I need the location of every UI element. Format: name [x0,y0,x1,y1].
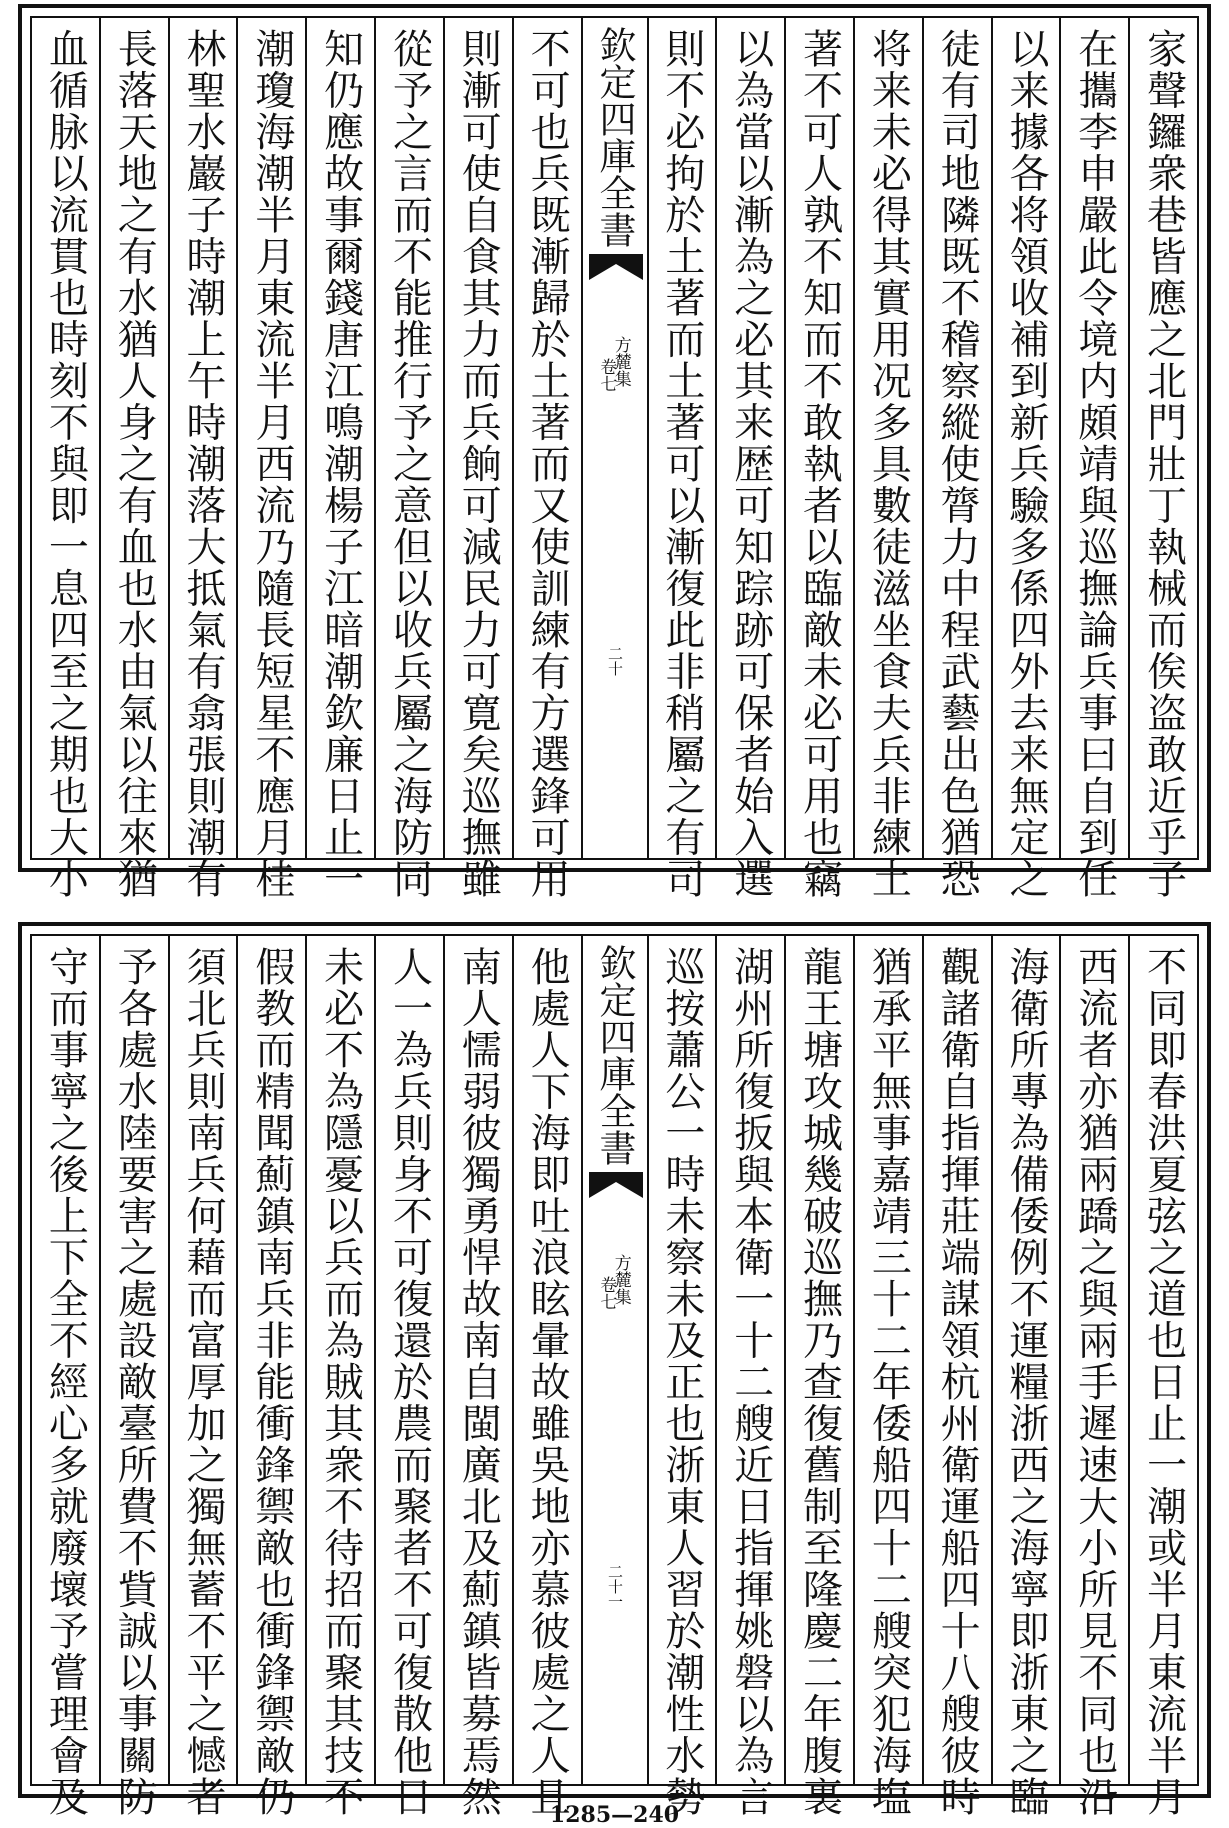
text-column [1128,936,1197,1818]
column-text: 潮瓊海潮半月東流半月西流乃隨長短星不應月桂 [248,28,295,900]
text-column [236,18,305,900]
folio-number: 二十一 [606,1564,624,1609]
column-text: 假教而精聞薊鎮南兵非能衝鋒禦敵也衝鋒禦敵仍 [248,946,295,1818]
text-column [374,18,443,900]
text-column [853,18,922,900]
column-text: 須北兵則南兵何藉而富厚加之獨無蓄不平之憾者 [180,946,227,1818]
center-fold-column [581,18,647,858]
fishtail-mark-icon [589,254,643,280]
text-column [1059,18,1128,900]
column-text: 從予之言而不能推行予之意但以收兵屬之海防同 [386,28,433,900]
text-column [991,936,1060,1818]
column-text: 不可也兵既漸歸於土著而又使訓練有方選鋒可用 [524,28,571,900]
text-column [443,18,512,900]
center-fold-column [581,936,647,1784]
book-title: 方麓集 [610,1254,631,1305]
book-title: 方麓集 [610,336,631,387]
column-text: 西流者亦猶兩蹻之與兩手遲速大小所見不同也沿 [1071,946,1118,1818]
column-text: 未必不為隱憂以兵而為賊其衆不待招而聚其技不 [317,946,364,1818]
text-column [1128,18,1197,900]
text-column [922,936,991,1818]
column-text: 林聖水巖子時潮上午時潮落大抵氣有翕張則潮有 [180,28,227,900]
column-text: 巡按蕭公一時未察未及正也浙東人習於潮性水勢 [658,946,705,1818]
text-column [305,18,374,900]
column-text: 則漸可使自食其力而兵餉可減民力可寛矣巡撫雖 [455,28,502,900]
folio-number: 二十 [606,646,624,676]
text-column [715,18,784,900]
column-text: 龍王塘攻城幾破巡撫乃查復舊制至隆慶二年腹裏 [796,946,843,1818]
text-column [168,936,237,1818]
series-title: 欽定四庫全書 [593,26,636,248]
text-column [1059,936,1128,1818]
text-column [647,18,716,900]
text-column [784,18,853,900]
column-text: 以来據各将領收補到新兵驗多係四外去来無定之 [1002,28,1049,900]
column-text: 觀諸衛自指揮莊端謀領杭州衛運船四十八艘彼時 [934,946,981,1818]
column-text: 将来未必得其實用况多具數徒滋坐食夫兵非練土 [865,28,912,900]
series-title: 欽定四庫全書 [593,944,636,1166]
text-column [32,936,99,1818]
column-text: 他處人下海即吐浪眩暈故雖吳地亦慕彼處之人且 [524,946,571,1818]
column-text: 南人懦弱彼獨勇悍故南自閩廣北及薊鎮皆募焉然 [455,946,502,1818]
column-text: 長落天地之有水猶人身之有血也水由氣以往來猶 [111,28,158,900]
text-column [991,18,1060,900]
text-column [305,936,374,1818]
page-footer-number: 1285—240 [549,1802,680,1828]
text-column [512,936,581,1818]
column-text: 人一為兵則身不可復還於農而聚者不可復散他日 [386,946,433,1818]
text-column [715,936,784,1818]
text-column [784,936,853,1818]
text-column [236,936,305,1818]
column-text: 在攜李申嚴此令境内頗靖與巡撫論兵事曰自到任 [1071,28,1118,900]
text-frame [30,16,1199,900]
text-column [647,936,716,1818]
column-text: 猶承平無事嘉靖三十二年倭船四十二艘突犯海塩 [865,946,912,1818]
fishtail-mark-icon [589,1172,643,1198]
text-column [853,936,922,1818]
column-text: 家聲鑼衆巷皆應之北門壯丁執械而俟盗敢近乎子 [1140,28,1187,900]
column-text: 知仍應故事爾錢唐江鳴潮楊子江暗潮欽廉日止一 [317,28,364,900]
text-column [512,18,581,900]
juan-number: 卷七 [596,358,617,392]
column-text: 徒有司地隣既不稽察縱使膂力中程武藝出色猶恐 [934,28,981,900]
text-column [32,18,99,900]
text-column [374,936,443,1818]
text-column [443,936,512,1818]
column-text: 以為當以漸為之必其来歴可知踪跡可保者始入選 [727,28,774,900]
column-text: 不同即春洪夏弦之道也日止一潮或半月東流半月 [1140,946,1187,1818]
column-text: 著不可人孰不知而不敢執者以臨敵未必可用也竊 [796,28,843,900]
column-text: 守而事寧之後上下全不經心多就廢壞予嘗理會及 [42,946,89,1818]
column-text: 則不必拘於土著而土著可以漸復此非稍屬之有司 [658,28,705,900]
column-text: 海衛所專為備倭例不運糧浙西之海寧即浙東之臨 [1002,946,1049,1818]
page-upper [18,4,1211,900]
text-column [99,18,168,900]
juan-number: 卷七 [596,1276,617,1310]
text-column [922,18,991,900]
column-text: 血循脉以流貫也時刻不與即一息四至之期也大小 [42,28,89,900]
column-text: 予各處水陸要害之處設敵臺所費不貲誠以事關防 [111,946,158,1818]
column-text: 湖州所復扳與本衛一十二艘近日指揮姚磐以為言 [727,946,774,1818]
text-column [99,936,168,1818]
text-column [168,18,237,900]
